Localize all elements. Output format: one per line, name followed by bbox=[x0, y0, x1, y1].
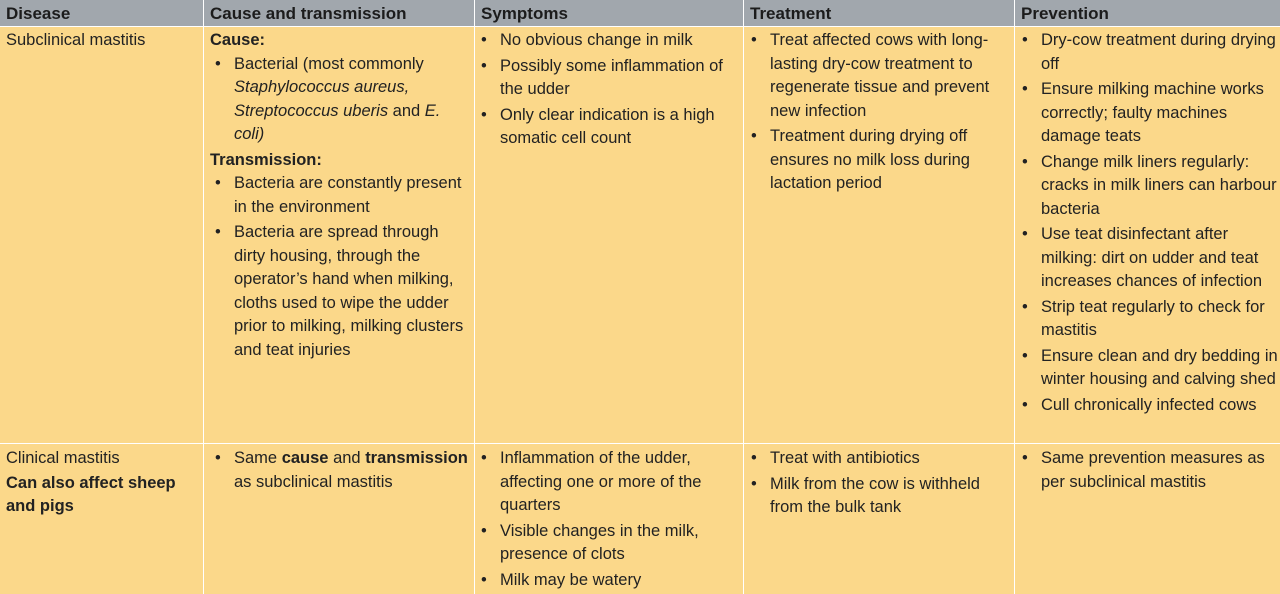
column-divider bbox=[1014, 0, 1015, 594]
list-item: • No obvious change in milk bbox=[476, 29, 738, 53]
row1-cause bbox=[210, 29, 472, 364]
list-item: • Strip teat regularly to check for mastitis bbox=[1017, 296, 1279, 343]
cause-label: Cause: bbox=[210, 31, 266, 49]
list-item: • Bacterial (most commonly Staphylococcus aureus, Streptococcus uberis and E. coli) bbox=[210, 53, 472, 147]
list-item: • Treat with antibiotics bbox=[746, 447, 1010, 471]
column-divider bbox=[743, 0, 744, 594]
list-item: • Milk may be watery bbox=[476, 569, 738, 593]
list-item: • Ensure clean and dry bedding in winter housing and calving shed bbox=[1017, 345, 1279, 392]
row2-disease bbox=[6, 447, 200, 519]
disease-note: Can also affect sheep and pigs bbox=[6, 473, 176, 515]
list-item: • Possibly some inflammation of the udder bbox=[476, 55, 738, 102]
row2-treatment bbox=[746, 447, 1010, 522]
list-item: • Same prevention measures as per subclinical mastitis bbox=[1017, 447, 1279, 494]
row2-prevention bbox=[1017, 447, 1279, 496]
list-item: • Cull chronically infected cows bbox=[1017, 394, 1279, 418]
list-item: • Same cause and transmission as subclinical mastitis bbox=[210, 447, 472, 494]
list-item: • Dry-cow treatment during drying off bbox=[1017, 29, 1279, 76]
row1-symptoms bbox=[476, 29, 738, 153]
row-divider bbox=[0, 443, 1280, 444]
table-header bbox=[0, 0, 1280, 26]
column-divider bbox=[474, 0, 475, 594]
header-symptoms: Symptoms bbox=[481, 4, 568, 23]
list-item: • Use teat disinfectant after milking: dirt on udder and teat increases chances of infection bbox=[1017, 223, 1279, 294]
row2-cause bbox=[210, 447, 472, 496]
row2-symptoms bbox=[476, 447, 738, 594]
disease-name: Subclinical mastitis bbox=[6, 31, 146, 49]
list-item: • Only clear indication is a high somatic cell count bbox=[476, 104, 738, 151]
row1-prevention bbox=[1017, 29, 1279, 419]
list-item: • Treatment during drying off ensures no milk loss during lactation period bbox=[746, 125, 1010, 196]
header-treatment: Treatment bbox=[750, 4, 832, 23]
disease-name: Clinical mastitis bbox=[6, 449, 120, 467]
list-item: • Ensure milking machine works correctly; faulty machines damage teats bbox=[1017, 78, 1279, 149]
list-item: • Change milk liners regularly: cracks in milk liners can harbour bacteria bbox=[1017, 151, 1279, 222]
list-item: • Milk from the cow is withheld from the bulk tank bbox=[746, 473, 1010, 520]
row1-treatment bbox=[746, 29, 1010, 198]
header-prevention: Prevention bbox=[1021, 4, 1109, 23]
column-divider bbox=[203, 0, 204, 594]
list-item: • Visible changes in the milk, presence of clots bbox=[476, 520, 738, 567]
list-item: • Bacteria are spread through dirty housing, through the operator’s hand when milking, cloths used to wipe the udder prior to milking, milking clusters and teat injuries bbox=[210, 221, 472, 362]
row-divider bbox=[0, 26, 1280, 27]
row1-disease bbox=[6, 29, 200, 53]
list-item: • Inflammation of the udder, affecting one or more of the quarters bbox=[476, 447, 738, 518]
list-item: • Treat affected cows with long-lasting dry-cow treatment to regenerate tissue and prevent new infection bbox=[746, 29, 1010, 123]
transmission-label: Transmission: bbox=[210, 150, 322, 169]
header-disease: Disease bbox=[6, 4, 71, 23]
header-cause: Cause and transmission bbox=[210, 4, 407, 23]
list-item: • Bacteria are constantly present in the environment bbox=[210, 172, 472, 219]
